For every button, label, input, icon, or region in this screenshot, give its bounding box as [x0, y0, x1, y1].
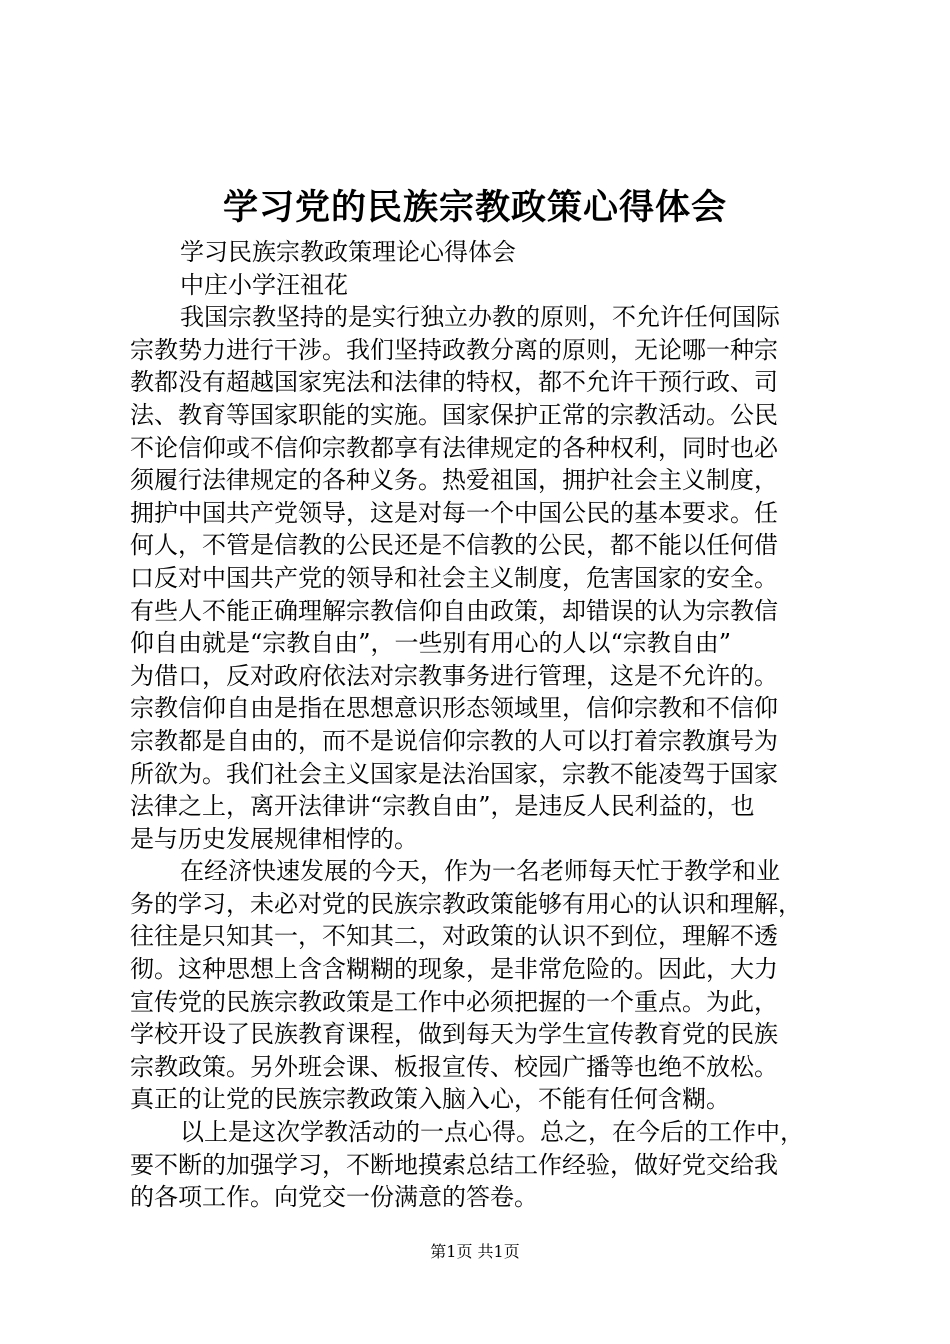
text-line: 彻。这种思想上含含糊糊的现象，是非常危险的。因此，大力 — [130, 955, 778, 984]
text-line: 有些人不能正确理解宗教信仰自由政策，却错误的认为宗教信 — [130, 596, 778, 625]
text-line: 法律之上，离开法律讲“宗教自由”，是违反人民利益的，也 — [130, 792, 755, 821]
text-line: 宗教势力进行干涉。我们坚持政教分离的原则，无论哪一种宗 — [130, 335, 778, 364]
text-line: 宗教政策。另外班会课、板报宣传、校园广播等也绝不放松。 — [130, 1052, 778, 1081]
text-line: 真正的让党的民族宗教政策入脑入心，不能有任何含糊。 — [130, 1085, 730, 1114]
text-line: 学校开设了民族教育课程，做到每天为学生宣传教育党的民族 — [130, 1020, 778, 1049]
text-line: 往往是只知其一，不知其二，对政策的认识不到位，理解不透 — [130, 922, 778, 951]
document-body — [130, 236, 828, 1214]
text-line: 拥护中国共产党领导，这是对每一个中国公民的基本要求。任 — [130, 498, 778, 527]
text-line: 我国宗教坚持的是实行独立办教的原则，不允许任何国际 — [180, 303, 780, 332]
text-line: 为借口，反对政府依法对宗教事务进行管理，这是不允许的。 — [130, 661, 778, 690]
text-line: 宣传党的民族宗教政策是工作中必须把握的一个重点。为此， — [130, 987, 778, 1016]
text-line: 是与历史发展规律相悖的。 — [130, 824, 418, 853]
text-line: 不论信仰或不信仰宗教都享有法律规定的各种权利，同时也必 — [130, 433, 778, 462]
text-line: 口反对中国共产党的领导和社会主义制度，危害国家的安全。 — [130, 563, 778, 592]
text-line: 何人，不管是信教的公民还是不信教的公民，都不能以任何借 — [130, 531, 778, 560]
text-line: 宗教信仰自由是指在思想意识形态领域里，信仰宗教和不信仰 — [130, 694, 778, 723]
document-title: 学习党的民族宗教政策心得体会 — [222, 187, 727, 228]
text-line: 宗教都是自由的，而不是说信仰宗教的人可以打着宗教旗号为 — [130, 726, 778, 755]
text-line: 中庄小学汪祖花 — [180, 270, 348, 299]
text-line: 要不断的加强学习，不断地摸索总结工作经验，做好党交给我 — [130, 1150, 778, 1179]
text-line: 以上是这次学教活动的一点心得。总之，在今后的工作中， — [180, 1118, 804, 1147]
text-line: 仰自由就是“宗教自由”，一些别有用心的人以“宗教自由” — [130, 629, 732, 658]
page-footer: 第1页 共1页 — [430, 1242, 520, 1261]
text-line: 教都没有超越国家宪法和法律的特权，都不允许干预行政、司 — [130, 368, 778, 397]
text-line: 须履行法律规定的各种义务。热爱祖国，拥护社会主义制度， — [130, 466, 778, 495]
text-line: 的各项工作。向党交一份满意的答卷。 — [130, 1183, 538, 1212]
text-line: 学习民族宗教政策理论心得体会 — [180, 238, 516, 266]
text-line: 法、教育等国家职能的实施。国家保护正常的宗教活动。公民 — [130, 400, 778, 429]
text-line: 务的学习，未必对党的民族宗教政策能够有用心的认识和理解， — [130, 889, 802, 918]
text-line: 所欲为。我们社会主义国家是法治国家，宗教不能凌驾于国家 — [130, 759, 778, 788]
text-line: 在经济快速发展的今天，作为一名老师每天忙于教学和业 — [180, 857, 780, 886]
